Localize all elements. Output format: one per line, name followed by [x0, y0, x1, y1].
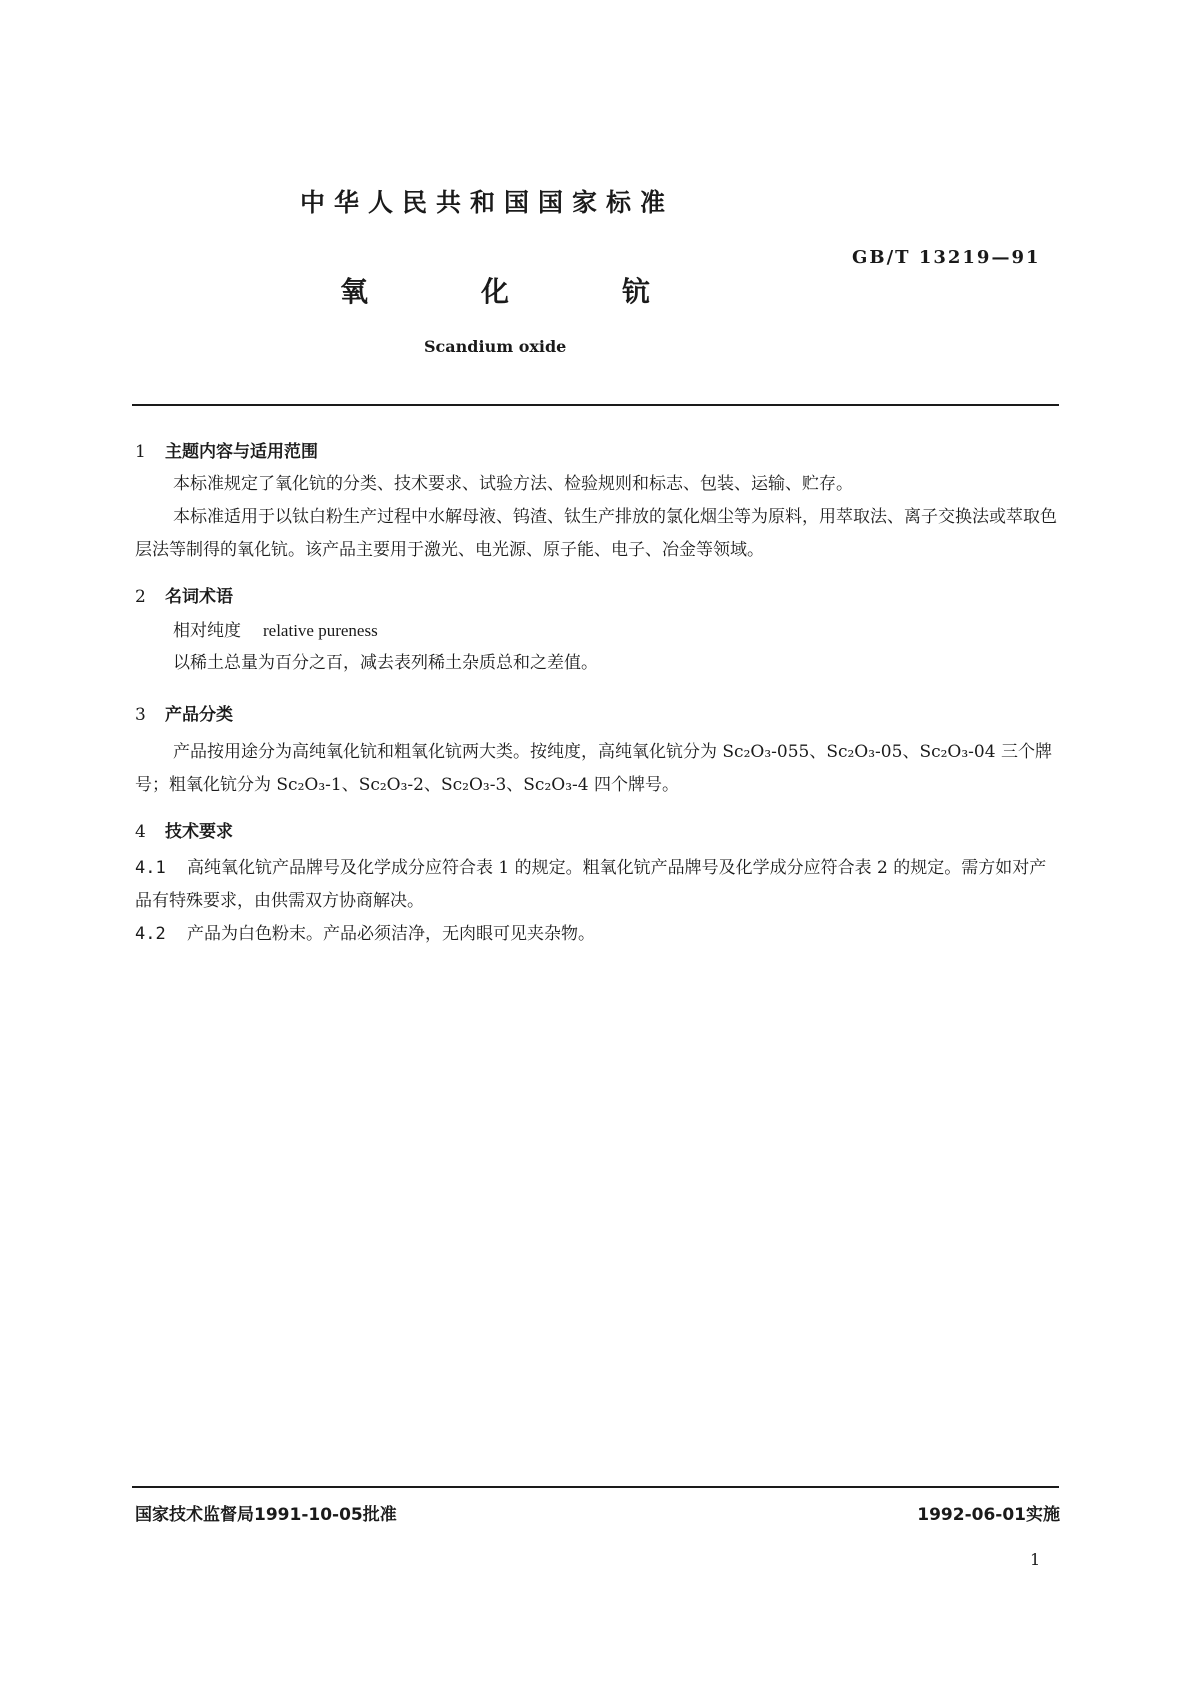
effective-date-line: 1992-06-01实施	[917, 1505, 1060, 1525]
section-1-paragraph-2: 本标准适用于以钛白粉生产过程中水解母液、钨渣、钛生产排放的氯化烟尘等为原料，用萃取法、离子交换法或萃取色层法等制得的氧化钪。该产品主要用于激光、电光源、原子能、电子、冶金等领域。	[135, 507, 1057, 560]
clause-text: 高纯氧化钪产品牌号及化学成分应符合表 1 的规定。粗氧化钪产品牌号及化学成分应符合表 2 的规定。需方如对产品有特殊要求，由供需双方协商解决。	[135, 858, 1047, 911]
header-divider	[132, 404, 1059, 406]
footer-divider	[132, 1486, 1059, 1488]
clause-number: 4.1	[135, 858, 166, 878]
section-title: 技术要求	[165, 822, 233, 842]
standard-code: GB/T 13219—91	[852, 247, 1041, 268]
document-title-char: 氧	[340, 275, 369, 308]
approval-line: 国家技术监督局1991-10-05批准	[135, 1505, 397, 1525]
section-3-heading	[135, 700, 233, 725]
document-title-char: 钪	[621, 275, 650, 308]
section-title: 名词术语	[165, 587, 233, 607]
clause-4-2	[135, 918, 1060, 951]
clause-4-1	[135, 852, 1060, 918]
document-subtitle-english: Scandium oxide	[424, 337, 567, 356]
document-title-char: 化	[480, 275, 509, 308]
section-2-heading	[135, 582, 233, 607]
section-number: 4	[135, 822, 146, 842]
clause-text: 产品为白色粉末。产品必须洁净，无肉眼可见夹杂物。	[187, 924, 595, 944]
section-number: 3	[135, 705, 146, 725]
section-number: 2	[135, 587, 146, 607]
term-definition: 以稀土总量为百分之百，减去表列稀土杂质总和之差值。	[173, 653, 598, 673]
term-line	[173, 614, 378, 648]
section-1-heading	[135, 437, 318, 462]
section-3-paragraph: 产品按用途分为高纯氧化钪和粗氧化钪两大类。按纯度，高纯氧化钪分为 Sc₂O₃-055、Sc₂O₃-05、Sc₂O₃-04 三个牌号；粗氧化钪分为 Sc₂O₃-1、Sc₂O₃-2、Sc₂O₃-3、Sc₂O₃-4 四个牌号。	[135, 742, 1052, 795]
section-number: 1	[135, 442, 146, 462]
term-english: relative pureness	[263, 621, 378, 640]
page-number: 1	[1030, 1550, 1041, 1569]
section-title: 产品分类	[165, 705, 233, 725]
section-title: 主题内容与适用范围	[165, 442, 318, 462]
term-chinese: 相对纯度	[173, 621, 241, 641]
clause-number: 4.2	[135, 924, 166, 944]
section-1-paragraph-1: 本标准规定了氧化钪的分类、技术要求、试验方法、检验规则和标志、包装、运输、贮存。	[173, 474, 853, 494]
document-title	[340, 270, 650, 310]
standard-header-title: 中华人民共和国国家标准	[300, 188, 675, 217]
section-4-heading	[135, 817, 233, 842]
